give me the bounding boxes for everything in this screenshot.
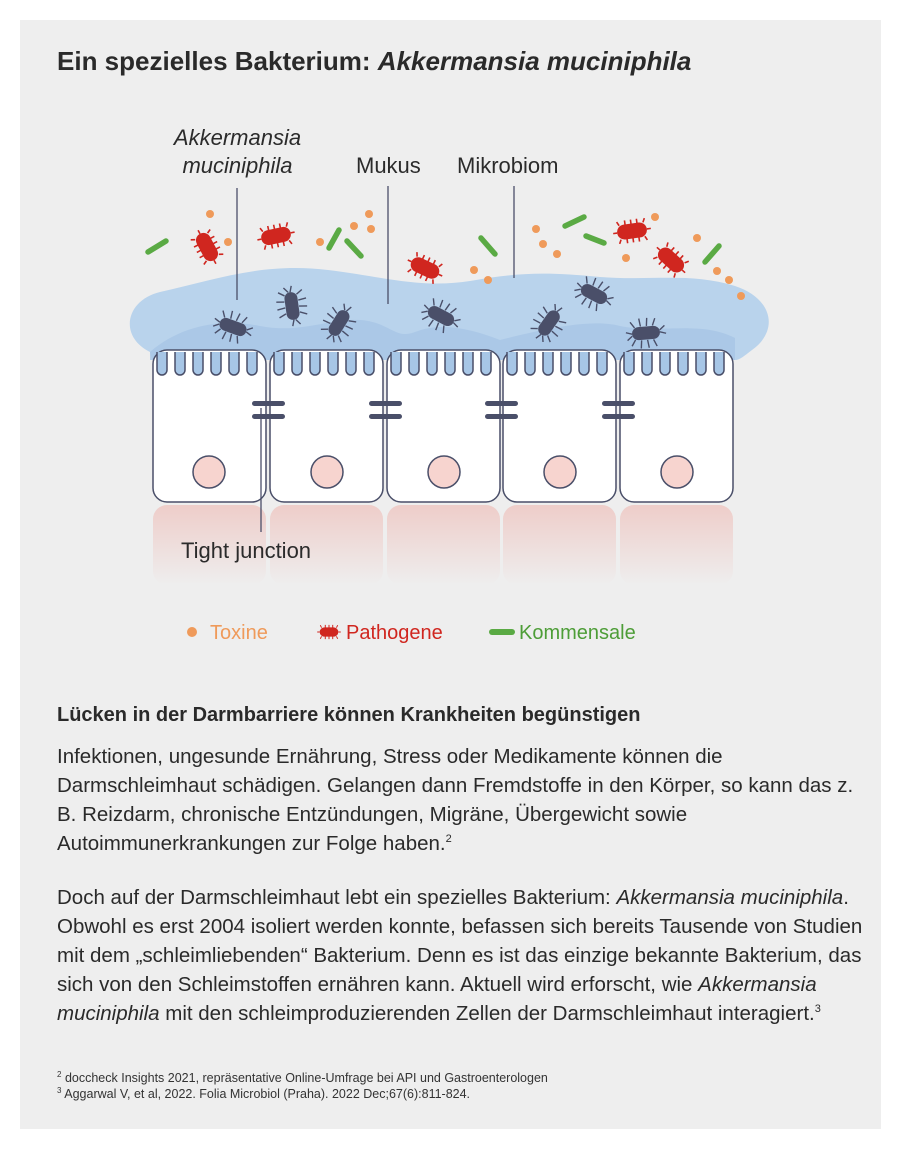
cell-4	[503, 350, 616, 502]
paragraph-2-species-2: Akkermansia muciniphila	[57, 973, 817, 1025]
legend-kommensale: Kommensale	[519, 622, 636, 644]
cell-2	[270, 350, 383, 502]
label-akkermansia-line2: muciniphila	[182, 153, 293, 178]
label-akkermansia-line1: Akkermansia	[173, 125, 302, 150]
cell-5	[620, 350, 733, 502]
paragraph-2-part3: mit den schleimproduzierenden Zellen der Darmschleimhaut interagiert.	[159, 1002, 815, 1025]
label-mikrobiom: Mikrobiom	[457, 153, 559, 178]
label-tight-junction: Tight junction	[181, 538, 312, 563]
paragraph-2-species-1: Akkermansia muciniphila	[616, 886, 844, 909]
epithelial-cells	[153, 350, 733, 502]
label-akkermansia	[165, 124, 310, 180]
section-subheading: Lücken in der Darmbarriere können Krankheiten begünstigen	[57, 704, 641, 726]
legend-pathogene-icon	[317, 625, 341, 639]
paragraph-1-text: Infektionen, ungesunde Ernährung, Stress oder Medikamente können die Darmschleimhaut schädigen. Gelangen dann Fremdstoffe in den Körper, so kann das z. B. Reizdarm, chronische Entzündungen, Migräne, Übergewicht sowie Autoimmunerkrankungen zur Folge haben.	[57, 745, 854, 855]
title-species: Akkermansia muciniphila	[377, 46, 692, 76]
paragraph-2	[57, 883, 867, 1028]
footnote-2	[57, 1071, 548, 1085]
legend-pathogene: Pathogene	[346, 622, 443, 644]
cell-3	[387, 350, 500, 502]
footnote-3	[57, 1087, 470, 1101]
legend-toxine-icon	[187, 627, 197, 637]
footnote-ref-3: 3	[814, 1003, 821, 1016]
paragraph-2-part2: . Obwohl es erst 2004 isoliert werden konnte, befassen sich bereits Tausende von Studien mit dem „schleimliebenden“ Bakterium. Denn es ist das einzige bekannte Bakterium, das sich von den Schleimstoffen ernähren kann. Aktuell wird erforscht, wie	[57, 886, 863, 996]
paragraph-2-part1: Doch auf der Darmschleimhaut lebt ein spezielles Bakterium:	[57, 886, 617, 909]
legend-toxine: Toxine	[210, 622, 268, 644]
title-prefix: Ein spezielles Bakterium:	[57, 46, 371, 76]
footnote-3-number: 3	[57, 1085, 62, 1095]
label-mukus: Mukus	[356, 153, 421, 178]
footnote-2-number: 2	[57, 1069, 62, 1079]
paragraph-1	[57, 742, 867, 858]
footnote-3-text: Aggarwal V, et al, 2022. Folia Microbiol (Praha). 2022 Dec;67(6):811-824.	[64, 1087, 471, 1101]
cell-1	[153, 350, 266, 502]
footnote-2-text: doccheck Insights 2021, repräsentative Online-Umfrage bei API und Gastroenterologen	[64, 1071, 548, 1085]
footnote-ref-2: 2	[445, 833, 452, 846]
